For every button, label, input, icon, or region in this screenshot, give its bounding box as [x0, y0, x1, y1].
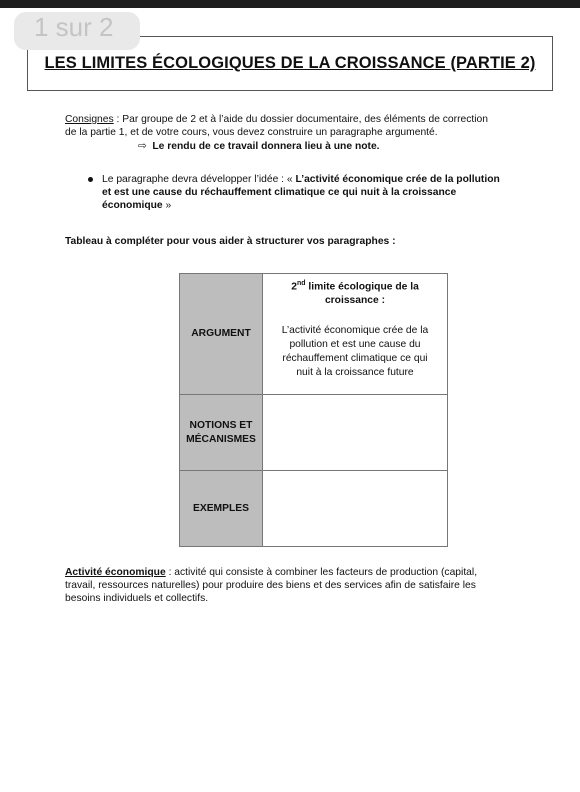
definition-term: Activité économique [65, 567, 166, 578]
row-label-argument: ARGUMENT [180, 274, 263, 395]
consignes-line1 [65, 113, 488, 126]
bullet-intro: Le paragraphe devra développer l’idée : « [102, 174, 296, 185]
definition-line2: travail, ressources naturelles) pour produire des biens et des services afin de satisfaire les [65, 580, 476, 591]
column-header-line2: croissance : [324, 295, 386, 307]
column-header [264, 277, 446, 294]
argument-line: nuit à la croissance future [296, 367, 414, 379]
arrow-icon: ⇨ [138, 141, 147, 152]
table-row-notions [180, 395, 448, 471]
bullet-icon [88, 177, 93, 182]
bullet-line3 [102, 199, 171, 212]
argument-line: L’activité économique crée de la [281, 325, 429, 337]
page-indicator [14, 12, 140, 50]
definition-text-1: : activité qui consiste à combiner les facteurs de production (capital, [165, 567, 478, 578]
table-row-exemples [180, 471, 448, 547]
bullet-line2: et est une cause du réchauffement climatique ce qui nuit à la croissance [102, 187, 457, 198]
notions-label-line2: MÉCANISMES [186, 433, 256, 445]
header-num: 2 [291, 281, 297, 293]
bullet-closing: » [162, 200, 172, 211]
document-title: LES LIMITES ÉCOLOGIQUES DE LA CROISSANCE (PARTIE 2) [44, 54, 536, 72]
table-intro: Tableau à compléter pour vous aider à structurer vos paragraphes : [65, 236, 396, 247]
row-label-exemples: EXEMPLES [180, 471, 263, 547]
header-sup: nd [296, 280, 306, 287]
notions-cell[interactable] [263, 395, 448, 471]
bullet-line1 [102, 173, 500, 186]
note-line [138, 140, 380, 153]
exemples-cell[interactable] [263, 471, 448, 547]
page-indicator-text: 1 sur 2 [34, 12, 114, 42]
viewer-top-bar [0, 0, 580, 8]
argument-text [264, 324, 446, 380]
consignes-line2: de la partie 1, et de votre cours, vous devez construire un paragraphe argumenté. [65, 127, 438, 138]
bullet-idea-3: économique [102, 200, 163, 211]
argument-line: pollution et est une cause du [289, 339, 421, 351]
argument-line: réchauffement climatique ce qui [282, 353, 428, 365]
bullet-idea-1: L’activité économique crée de la pollution [295, 174, 500, 185]
consignes-label: Consignes [65, 114, 114, 125]
argument-cell [263, 274, 448, 395]
structure-table [179, 273, 448, 547]
definition-line1 [65, 566, 477, 579]
notions-label-line1: NOTIONS ET [189, 419, 253, 431]
table-row-argument [180, 274, 448, 395]
note-text: Le rendu de ce travail donnera lieu à une note. [152, 141, 380, 152]
header-rest: limite écologique de la [305, 281, 419, 293]
row-label-notions [180, 395, 263, 471]
consignes-text: : Par groupe de 2 et à l’aide du dossier documentaire, des éléments de correction [113, 114, 488, 125]
definition-line3: besoins individuels et collectifs. [65, 593, 209, 604]
